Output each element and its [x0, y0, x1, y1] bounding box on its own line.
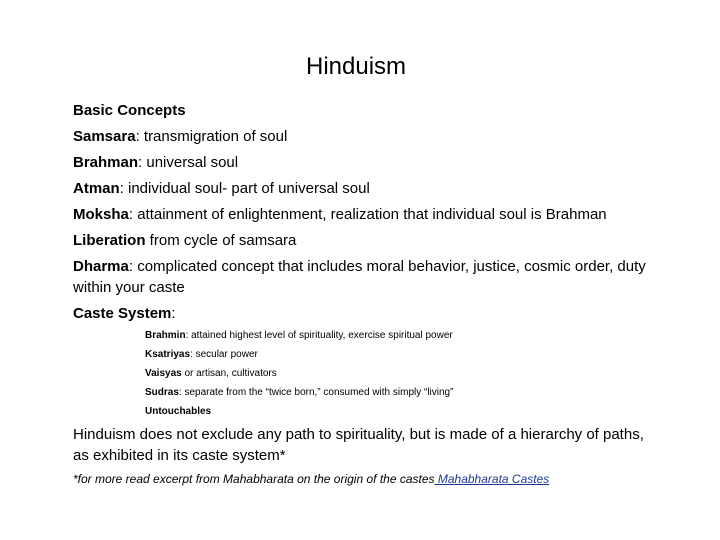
caste-term: Sudras — [145, 387, 179, 398]
concept-caste-system — [73, 303, 653, 324]
concept-moksha — [73, 204, 653, 225]
concept-atman — [73, 178, 653, 199]
concept-term: Brahman — [73, 154, 139, 171]
concept-definition: from cycle of samsara — [145, 232, 297, 249]
caste-term: Untouchables — [145, 406, 212, 417]
footnote — [73, 471, 653, 487]
concept-term: Liberation — [73, 232, 146, 249]
conclusion-text: Hinduism does not exclude any path to spirituality, but is made of a hierarchy of paths, as exhibited in its caste system* — [73, 426, 644, 464]
concept-dharma — [73, 256, 653, 298]
concept-definition: : complicated concept that includes moral behavior, justice, cosmic order, duty within your caste — [73, 258, 646, 296]
content-body — [73, 100, 653, 487]
caste-list — [145, 329, 653, 418]
concept-term: Atman — [73, 180, 120, 197]
caste-term: Vaisyas — [145, 368, 182, 379]
concept-definition: : universal soul — [138, 154, 239, 171]
concept-definition: : individual soul- part of universal soul — [119, 180, 370, 197]
page-title: Hinduism — [305, 53, 407, 80]
concept-term: Caste System — [73, 305, 172, 322]
caste-definition: : separate from the “twice born,” consumed with simply “living” — [178, 387, 454, 398]
caste-sudras — [145, 386, 653, 399]
concept-liberation — [73, 230, 653, 251]
concept-definition: : — [171, 305, 176, 322]
caste-definition: : attained highest level of spirituality, exercise spiritual power — [185, 330, 453, 341]
concept-brahman — [73, 152, 653, 173]
concept-term: Dharma — [73, 258, 129, 275]
caste-vaisyas — [145, 367, 653, 380]
concept-definition: : attainment of enlightenment, realization that individual soul is Brahman — [128, 206, 607, 223]
basic-concepts-heading: Basic Concepts — [73, 102, 186, 119]
caste-term: Ksatriyas — [145, 349, 191, 360]
caste-ksatriyas — [145, 348, 653, 361]
caste-definition: or artisan, cultivators — [181, 368, 277, 379]
concept-samsara — [73, 126, 653, 147]
concept-term: Samsara — [73, 128, 136, 145]
footnote-text: *for more read excerpt from Mahabharata on the origin of the castes — [73, 472, 435, 486]
caste-term: Brahmin — [145, 330, 186, 341]
concept-term: Moksha — [73, 206, 129, 223]
mahabharata-castes-link[interactable]: Mahabharata Castes — [434, 472, 550, 486]
concept-definition: : transmigration of soul — [135, 128, 288, 145]
caste-definition: : secular power — [190, 349, 258, 360]
caste-brahmin — [145, 329, 653, 342]
caste-untouchables — [145, 405, 653, 418]
